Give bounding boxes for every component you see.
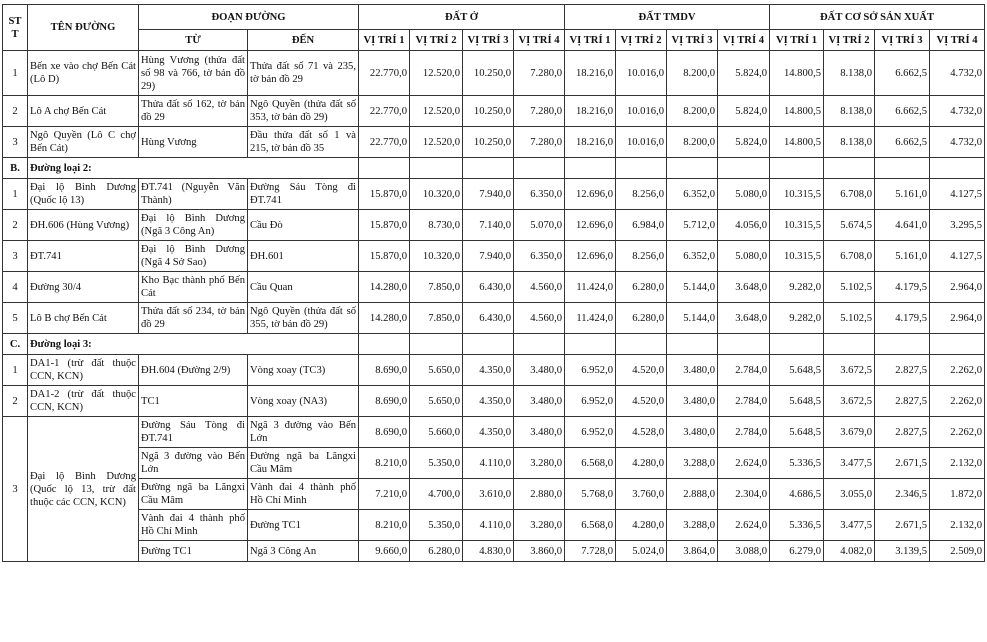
table-row (3, 448, 985, 479)
price-cell: 8.210,0 (359, 448, 410, 479)
price-cell: 5.144,0 (667, 303, 718, 334)
price-cell: 6.568,0 (565, 448, 616, 479)
segment-to: Ngô Quyền (thửa đất số 355, tờ bản đồ 29) (248, 303, 359, 334)
segment-from: Hùng Vương (139, 127, 248, 158)
price-cell: 11.424,0 (565, 272, 616, 303)
price-cell: 2.784,0 (718, 386, 770, 417)
segment-to: Đầu thửa đất số 1 và 215, tờ bản đồ 35 (248, 127, 359, 158)
table-row (3, 417, 985, 448)
empty-cell (565, 334, 616, 355)
price-cell: 2.784,0 (718, 355, 770, 386)
price-cell: 2.509,0 (930, 541, 985, 562)
price-cell: 2.827,5 (875, 386, 930, 417)
to-header: ĐẾN (248, 30, 359, 51)
price-cell: 4.830,0 (463, 541, 514, 562)
price-cell: 3.864,0 (667, 541, 718, 562)
segment-from: TC1 (139, 386, 248, 417)
price-cell: 5.102,5 (824, 272, 875, 303)
price-cell: 7.850,0 (410, 303, 463, 334)
price-cell: 3.480,0 (667, 386, 718, 417)
segment-to: Vành đai 4 thành phố Hồ Chí Minh (248, 479, 359, 510)
price-cell: 6.430,0 (463, 303, 514, 334)
table-row (3, 386, 985, 417)
price-cell: 6.662,5 (875, 127, 930, 158)
position-header: VỊ TRÍ 3 (463, 30, 514, 51)
price-cell: 4.520,0 (616, 355, 667, 386)
price-cell: 3.480,0 (514, 355, 565, 386)
segment-to: Ngô Quyền (thửa đất số 353, tờ bản đồ 29) (248, 96, 359, 127)
price-cell: 2.671,5 (875, 448, 930, 479)
price-cell: 4.560,0 (514, 272, 565, 303)
empty-cell (463, 158, 514, 179)
price-cell: 7.140,0 (463, 210, 514, 241)
price-cell: 6.352,0 (667, 241, 718, 272)
price-cell: 10.315,5 (770, 210, 824, 241)
price-cell: 10.315,5 (770, 241, 824, 272)
price-cell: 5.350,0 (410, 510, 463, 541)
empty-cell (875, 334, 930, 355)
price-cell: 10.250,0 (463, 127, 514, 158)
price-cell: 5.080,0 (718, 241, 770, 272)
price-cell: 5.102,5 (824, 303, 875, 334)
price-cell: 4.700,0 (410, 479, 463, 510)
price-cell: 6.952,0 (565, 355, 616, 386)
segment-to: Đường TC1 (248, 510, 359, 541)
street-name: DA1-2 (trừ đất thuộc CCN, KCN) (28, 386, 139, 417)
table-row (3, 51, 985, 96)
position-header: VỊ TRÍ 3 (667, 30, 718, 51)
row-number: 1 (3, 355, 28, 386)
price-cell: 5.336,5 (770, 510, 824, 541)
row-number: 3 (3, 127, 28, 158)
price-cell: 12.696,0 (565, 241, 616, 272)
production-land-header: ĐẤT CƠ SỞ SẢN XUẤT (770, 5, 985, 30)
position-header: VỊ TRÍ 2 (616, 30, 667, 51)
row-number: 4 (3, 272, 28, 303)
price-cell: 6.280,0 (410, 541, 463, 562)
street-name: Đại lộ Bình Dương (Quốc lộ 13) (28, 179, 139, 210)
section-label: B. (3, 158, 28, 179)
stt-header: STT (3, 5, 28, 51)
price-cell: 10.250,0 (463, 51, 514, 96)
table-row (3, 355, 985, 386)
price-cell: 4.280,0 (616, 448, 667, 479)
segment-to: Cầu Quan (248, 272, 359, 303)
price-cell: 10.016,0 (616, 96, 667, 127)
price-cell: 8.730,0 (410, 210, 463, 241)
table-row (3, 541, 985, 562)
street-name: ĐH.606 (Hùng Vương) (28, 210, 139, 241)
price-cell: 5.824,0 (718, 51, 770, 96)
price-cell: 3.288,0 (667, 510, 718, 541)
price-cell: 2.827,5 (875, 355, 930, 386)
price-cell: 8.200,0 (667, 96, 718, 127)
price-cell: 6.279,0 (770, 541, 824, 562)
price-cell: 5.712,0 (667, 210, 718, 241)
row-number: 2 (3, 210, 28, 241)
price-cell: 22.770,0 (359, 127, 410, 158)
price-cell: 4.127,5 (930, 179, 985, 210)
price-cell: 3.679,0 (824, 417, 875, 448)
price-cell: 4.520,0 (616, 386, 667, 417)
price-cell: 15.870,0 (359, 210, 410, 241)
price-cell: 7.210,0 (359, 479, 410, 510)
price-cell: 14.800,5 (770, 127, 824, 158)
price-cell: 12.696,0 (565, 179, 616, 210)
price-cell: 5.080,0 (718, 179, 770, 210)
price-cell: 2.262,0 (930, 355, 985, 386)
price-cell: 6.952,0 (565, 417, 616, 448)
price-cell: 7.280,0 (514, 127, 565, 158)
price-cell: 3.477,5 (824, 510, 875, 541)
segment-to: Vòng xoay (NA3) (248, 386, 359, 417)
street-name-header: TÊN ĐƯỜNG (28, 5, 139, 51)
segment-to: Ngã 3 đường vào Bến Lớn (248, 417, 359, 448)
empty-cell (359, 158, 410, 179)
price-cell: 8.138,0 (824, 96, 875, 127)
price-cell: 3.280,0 (514, 448, 565, 479)
row-number: 2 (3, 386, 28, 417)
price-cell: 5.024,0 (616, 541, 667, 562)
segment-to: ĐH.601 (248, 241, 359, 272)
segment-header: ĐOẠN ĐƯỜNG (139, 5, 359, 30)
price-cell: 3.477,5 (824, 448, 875, 479)
empty-cell (824, 158, 875, 179)
segment-from: ĐH.604 (Đường 2/9) (139, 355, 248, 386)
price-cell: 4.732,0 (930, 127, 985, 158)
price-cell: 3.139,5 (875, 541, 930, 562)
position-header: VỊ TRÍ 1 (359, 30, 410, 51)
price-cell: 4.528,0 (616, 417, 667, 448)
price-cell: 7.940,0 (463, 241, 514, 272)
price-cell: 4.179,5 (875, 272, 930, 303)
price-cell: 4.560,0 (514, 303, 565, 334)
price-cell: 8.200,0 (667, 51, 718, 96)
segment-from: ĐT.741 (Nguyễn Văn Thành) (139, 179, 248, 210)
price-cell: 5.674,5 (824, 210, 875, 241)
price-cell: 3.288,0 (667, 448, 718, 479)
price-cell: 5.648,5 (770, 417, 824, 448)
price-cell: 18.216,0 (565, 51, 616, 96)
price-cell: 8.690,0 (359, 386, 410, 417)
price-cell: 2.964,0 (930, 303, 985, 334)
street-name: DA1-1 (trừ đất thuộc CCN, KCN) (28, 355, 139, 386)
price-cell: 12.520,0 (410, 51, 463, 96)
price-cell: 2.888,0 (667, 479, 718, 510)
price-cell: 5.650,0 (410, 355, 463, 386)
table-row (3, 210, 985, 241)
price-cell: 7.940,0 (463, 179, 514, 210)
price-cell: 3.480,0 (514, 386, 565, 417)
empty-cell (514, 334, 565, 355)
price-cell: 14.280,0 (359, 272, 410, 303)
segment-from: Đường Sáu Tòng đi ĐT.741 (139, 417, 248, 448)
segment-from: Vành đai 4 thành phố Hồ Chí Minh (139, 510, 248, 541)
price-cell: 6.568,0 (565, 510, 616, 541)
segment-to: Thửa đất số 71 và 235, tờ bản đồ 29 (248, 51, 359, 96)
row-number: 3 (3, 241, 28, 272)
price-cell: 6.708,0 (824, 179, 875, 210)
price-cell: 12.520,0 (410, 127, 463, 158)
price-cell: 4.110,0 (463, 448, 514, 479)
residential-land-header: ĐẤT Ở (359, 5, 565, 30)
price-cell: 3.760,0 (616, 479, 667, 510)
price-cell: 10.250,0 (463, 96, 514, 127)
price-cell: 6.662,5 (875, 96, 930, 127)
price-cell: 2.827,5 (875, 417, 930, 448)
section-title: Đường loại 2: (28, 158, 359, 179)
price-cell: 10.016,0 (616, 51, 667, 96)
street-name: Đại lộ Bình Dương (Quốc lộ 13, trừ đất thuộc các CCN, KCN) (28, 417, 139, 562)
segment-from: Kho Bạc thành phố Bến Cát (139, 272, 248, 303)
price-cell: 2.624,0 (718, 510, 770, 541)
price-cell: 10.320,0 (410, 241, 463, 272)
price-cell: 18.216,0 (565, 127, 616, 158)
price-cell: 12.696,0 (565, 210, 616, 241)
price-cell: 8.138,0 (824, 127, 875, 158)
street-name: Ngô Quyền (Lô C chợ Bến Cát) (28, 127, 139, 158)
commercial-land-header: ĐẤT TMDV (565, 5, 770, 30)
price-cell: 5.161,0 (875, 241, 930, 272)
price-cell: 6.352,0 (667, 179, 718, 210)
empty-cell (410, 158, 463, 179)
price-cell: 22.770,0 (359, 51, 410, 96)
price-cell: 7.728,0 (565, 541, 616, 562)
price-cell: 4.082,0 (824, 541, 875, 562)
price-cell: 4.686,5 (770, 479, 824, 510)
row-number: 1 (3, 51, 28, 96)
row-number: 5 (3, 303, 28, 334)
price-cell: 5.144,0 (667, 272, 718, 303)
price-cell: 10.315,5 (770, 179, 824, 210)
price-cell: 2.964,0 (930, 272, 985, 303)
price-cell: 6.350,0 (514, 179, 565, 210)
price-cell: 22.770,0 (359, 96, 410, 127)
price-cell: 6.350,0 (514, 241, 565, 272)
price-cell: 14.800,5 (770, 51, 824, 96)
segment-from: Đại lộ Bình Dương (Ngã 3 Công An) (139, 210, 248, 241)
price-cell: 4.732,0 (930, 96, 985, 127)
price-cell: 1.872,0 (930, 479, 985, 510)
street-name: Lô A chợ Bến Cát (28, 96, 139, 127)
position-header: VỊ TRÍ 1 (565, 30, 616, 51)
row-number: 3 (3, 417, 28, 562)
segment-from: Ngã 3 đường vào Bến Lớn (139, 448, 248, 479)
price-cell: 3.480,0 (667, 417, 718, 448)
segment-to: Đường Sáu Tòng đi ĐT.741 (248, 179, 359, 210)
empty-cell (718, 334, 770, 355)
price-cell: 5.824,0 (718, 96, 770, 127)
segment-to: Cầu Đò (248, 210, 359, 241)
empty-cell (875, 158, 930, 179)
position-header: VỊ TRÍ 3 (875, 30, 930, 51)
price-cell: 8.690,0 (359, 417, 410, 448)
price-cell: 7.850,0 (410, 272, 463, 303)
empty-cell (616, 158, 667, 179)
segment-from: Thửa đất số 162, tờ bản đồ 29 (139, 96, 248, 127)
price-cell: 4.127,5 (930, 241, 985, 272)
segment-from: Đường ngã ba Lăngxi Cầu Mâm (139, 479, 248, 510)
price-cell: 15.870,0 (359, 179, 410, 210)
empty-cell (718, 158, 770, 179)
price-cell: 3.610,0 (463, 479, 514, 510)
price-cell: 6.984,0 (616, 210, 667, 241)
price-cell: 9.282,0 (770, 303, 824, 334)
price-cell: 5.650,0 (410, 386, 463, 417)
price-cell: 5.336,5 (770, 448, 824, 479)
street-name: Đường 30/4 (28, 272, 139, 303)
price-cell: 6.662,5 (875, 51, 930, 96)
price-cell: 14.800,5 (770, 96, 824, 127)
position-header: VỊ TRÍ 4 (930, 30, 985, 51)
price-cell: 3.672,5 (824, 355, 875, 386)
empty-cell (930, 334, 985, 355)
price-cell: 2.304,0 (718, 479, 770, 510)
empty-cell (565, 158, 616, 179)
price-cell: 4.110,0 (463, 510, 514, 541)
empty-cell (667, 158, 718, 179)
price-cell: 2.346,5 (875, 479, 930, 510)
street-name: ĐT.741 (28, 241, 139, 272)
price-cell: 3.480,0 (514, 417, 565, 448)
empty-cell (930, 158, 985, 179)
from-header: TỪ (139, 30, 248, 51)
section-title: Đường loại 3: (28, 334, 359, 355)
price-cell: 8.210,0 (359, 510, 410, 541)
price-cell: 2.262,0 (930, 417, 985, 448)
price-cell: 5.350,0 (410, 448, 463, 479)
street-name: Lô B chợ Bến Cát (28, 303, 139, 334)
price-cell: 10.320,0 (410, 179, 463, 210)
empty-cell (463, 334, 514, 355)
price-cell: 4.350,0 (463, 417, 514, 448)
price-cell: 3.055,0 (824, 479, 875, 510)
price-cell: 2.132,0 (930, 448, 985, 479)
table-row (3, 127, 985, 158)
price-cell: 9.282,0 (770, 272, 824, 303)
section-row (3, 334, 985, 355)
price-cell: 4.179,5 (875, 303, 930, 334)
segment-to: Ngã 3 Công An (248, 541, 359, 562)
price-cell: 4.732,0 (930, 51, 985, 96)
empty-cell (667, 334, 718, 355)
segment-from: Hùng Vương (thửa đất số 98 và 766, tờ bản đồ 29) (139, 51, 248, 96)
segment-from: Thửa đất số 234, tờ bản đồ 29 (139, 303, 248, 334)
price-cell: 2.880,0 (514, 479, 565, 510)
price-cell: 3.280,0 (514, 510, 565, 541)
position-header: VỊ TRÍ 2 (824, 30, 875, 51)
empty-cell (616, 334, 667, 355)
price-cell: 2.624,0 (718, 448, 770, 479)
position-header: VỊ TRÍ 4 (514, 30, 565, 51)
price-cell: 8.690,0 (359, 355, 410, 386)
price-cell: 2.671,5 (875, 510, 930, 541)
segment-to: Đường ngã ba Lăngxi Cầu Mâm (248, 448, 359, 479)
price-cell: 4.280,0 (616, 510, 667, 541)
price-cell: 2.784,0 (718, 417, 770, 448)
price-cell: 18.216,0 (565, 96, 616, 127)
segment-from: Đường TC1 (139, 541, 248, 562)
price-cell: 3.480,0 (667, 355, 718, 386)
price-cell: 3.088,0 (718, 541, 770, 562)
price-cell: 4.350,0 (463, 355, 514, 386)
price-cell: 3.295,5 (930, 210, 985, 241)
table-row (3, 179, 985, 210)
price-cell: 7.280,0 (514, 51, 565, 96)
price-cell: 5.660,0 (410, 417, 463, 448)
price-cell: 5.648,5 (770, 386, 824, 417)
section-row (3, 158, 985, 179)
table-row (3, 96, 985, 127)
row-number: 2 (3, 96, 28, 127)
price-cell: 3.648,0 (718, 303, 770, 334)
price-cell: 6.280,0 (616, 303, 667, 334)
table-row (3, 303, 985, 334)
price-cell: 8.138,0 (824, 51, 875, 96)
price-cell: 9.660,0 (359, 541, 410, 562)
empty-cell (770, 334, 824, 355)
empty-cell (410, 334, 463, 355)
price-cell: 3.648,0 (718, 272, 770, 303)
price-cell: 15.870,0 (359, 241, 410, 272)
segment-from: Đại lộ Bình Dương (Ngã 4 Sở Sao) (139, 241, 248, 272)
price-cell: 8.256,0 (616, 241, 667, 272)
price-cell: 14.280,0 (359, 303, 410, 334)
empty-cell (770, 158, 824, 179)
price-cell: 4.056,0 (718, 210, 770, 241)
price-cell: 5.648,5 (770, 355, 824, 386)
price-cell: 8.200,0 (667, 127, 718, 158)
price-cell: 3.860,0 (514, 541, 565, 562)
price-cell: 10.016,0 (616, 127, 667, 158)
price-cell: 4.350,0 (463, 386, 514, 417)
price-cell: 7.280,0 (514, 96, 565, 127)
position-header: VỊ TRÍ 2 (410, 30, 463, 51)
price-cell: 2.132,0 (930, 510, 985, 541)
empty-cell (359, 334, 410, 355)
price-cell: 5.161,0 (875, 179, 930, 210)
segment-to: Vòng xoay (TC3) (248, 355, 359, 386)
position-header: VỊ TRÍ 4 (718, 30, 770, 51)
street-name: Bến xe vào chợ Bến Cát (Lô D) (28, 51, 139, 96)
row-number: 1 (3, 179, 28, 210)
price-cell: 6.280,0 (616, 272, 667, 303)
price-cell: 5.768,0 (565, 479, 616, 510)
price-cell: 3.672,5 (824, 386, 875, 417)
empty-cell (514, 158, 565, 179)
price-cell: 11.424,0 (565, 303, 616, 334)
section-label: C. (3, 334, 28, 355)
land-price-table (2, 4, 985, 562)
table-row (3, 272, 985, 303)
table-row (3, 241, 985, 272)
price-cell: 6.430,0 (463, 272, 514, 303)
position-header: VỊ TRÍ 1 (770, 30, 824, 51)
table-row (3, 510, 985, 541)
price-cell: 5.070,0 (514, 210, 565, 241)
table-row (3, 479, 985, 510)
price-cell: 2.262,0 (930, 386, 985, 417)
price-cell: 4.641,0 (875, 210, 930, 241)
price-cell: 12.520,0 (410, 96, 463, 127)
price-cell: 5.824,0 (718, 127, 770, 158)
price-cell: 8.256,0 (616, 179, 667, 210)
price-cell: 6.708,0 (824, 241, 875, 272)
price-cell: 6.952,0 (565, 386, 616, 417)
empty-cell (824, 334, 875, 355)
